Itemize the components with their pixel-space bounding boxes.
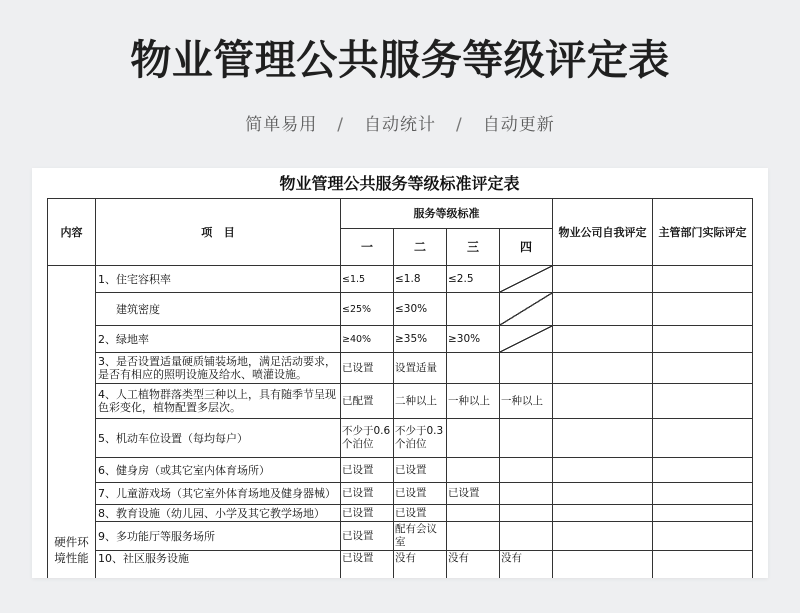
- self-evaluation-cell: [553, 551, 653, 579]
- header-level-1: 一: [341, 229, 394, 266]
- level-4-cell: 一种以上: [500, 384, 553, 419]
- header-service-standard: 服务等级标准: [341, 199, 553, 229]
- item-cell: 9、多功能厅等服务场所: [96, 522, 341, 551]
- level-4-cell: [500, 266, 553, 293]
- level-4-cell: [500, 483, 553, 505]
- feature-tags: [0, 112, 800, 138]
- item-cell: 7、儿童游戏场（其它室外体育场地及健身器械）: [96, 483, 341, 505]
- table-row: [48, 522, 753, 551]
- item-cell: 10、社区服务设施: [96, 551, 341, 579]
- page-title: 物业管理公共服务等级评定表: [130, 36, 670, 84]
- level-1-cell: ≤1.5: [341, 266, 394, 293]
- level-1-cell: 已设置: [341, 522, 394, 551]
- tag-separator: /: [456, 115, 463, 135]
- sheet-preview: [32, 168, 768, 578]
- level-2-cell: 不少于0.3个泊位: [394, 419, 447, 458]
- level-2-cell: ≤1.8: [394, 266, 447, 293]
- level-4-cell: 没有: [500, 551, 553, 579]
- header-level-2: 二: [394, 229, 447, 266]
- header-level-4: 四: [500, 229, 553, 266]
- table-row: [48, 458, 753, 483]
- level-2-cell: 设置适量: [394, 353, 447, 384]
- level-1-cell: 已配置: [341, 384, 394, 419]
- level-1-cell: 已设置: [341, 458, 394, 483]
- authority-evaluation-cell: [653, 458, 753, 483]
- level-2-cell: 已设置: [394, 458, 447, 483]
- level-1-cell: 已设置: [341, 483, 394, 505]
- item-cell: 5、机动车位设置（每均每户）: [96, 419, 341, 458]
- level-1-cell: ≥40%: [341, 326, 394, 353]
- header-authority-evaluation: 主管部门实际评定: [653, 199, 753, 266]
- header-item: 项 目: [96, 199, 341, 266]
- authority-evaluation-cell: [653, 384, 753, 419]
- self-evaluation-cell: [553, 353, 653, 384]
- header-row: [48, 199, 753, 229]
- authority-evaluation-cell: [653, 353, 753, 384]
- feature-tag: 自动统计: [364, 115, 436, 135]
- level-1-cell: 已设置: [341, 505, 394, 522]
- section-label: 硬件环境性能: [48, 266, 96, 579]
- header-level-3: 三: [447, 229, 500, 266]
- item-cell: 8、教育设施（幼儿园、小学及其它教学场地）: [96, 505, 341, 522]
- level-3-cell: [447, 522, 500, 551]
- rating-table: [47, 198, 753, 578]
- level-4-cell: [500, 353, 553, 384]
- level-4-cell: [500, 505, 553, 522]
- self-evaluation-cell: [553, 483, 653, 505]
- level-4-cell: [500, 326, 553, 353]
- item-cell: 2、绿地率: [96, 326, 341, 353]
- authority-evaluation-cell: [653, 293, 753, 326]
- self-evaluation-cell: [553, 293, 653, 326]
- level-1-cell: 不少于0.6个泊位: [341, 419, 394, 458]
- table-row: [48, 483, 753, 505]
- level-3-cell: ≥30%: [447, 326, 500, 353]
- level-1-cell: ≤25%: [341, 293, 394, 326]
- level-2-cell: 已设置: [394, 505, 447, 522]
- authority-evaluation-cell: [653, 522, 753, 551]
- level-3-cell: [447, 458, 500, 483]
- table-row: [48, 326, 753, 353]
- level-3-cell: [447, 505, 500, 522]
- level-3-cell: [447, 419, 500, 458]
- header-self-evaluation: 物业公司自我评定: [553, 199, 653, 266]
- self-evaluation-cell: [553, 522, 653, 551]
- authority-evaluation-cell: [653, 505, 753, 522]
- level-4-cell: [500, 522, 553, 551]
- level-1-cell: 已设置: [341, 551, 394, 579]
- authority-evaluation-cell: [653, 483, 753, 505]
- level-2-cell: 已设置: [394, 483, 447, 505]
- item-cell: 6、健身房（或其它室内体育场所）: [96, 458, 341, 483]
- authority-evaluation-cell: [653, 326, 753, 353]
- table-row: [48, 293, 753, 326]
- authority-evaluation-cell: [653, 551, 753, 579]
- item-cell: 3、是否设置适量硬质铺装场地，满足活动要求，是否有相应的照明设施及给水、喷灌设施。: [96, 353, 341, 384]
- table-row: [48, 419, 753, 458]
- authority-evaluation-cell: [653, 419, 753, 458]
- level-3-cell: 已设置: [447, 483, 500, 505]
- level-2-cell: 二种以上: [394, 384, 447, 419]
- level-2-cell: 没有: [394, 551, 447, 579]
- table-row: [48, 266, 753, 293]
- self-evaluation-cell: [553, 266, 653, 293]
- level-3-cell: 一种以上: [447, 384, 500, 419]
- item-cell: 1、住宅容积率: [96, 266, 341, 293]
- self-evaluation-cell: [553, 326, 653, 353]
- feature-tag: 自动更新: [482, 115, 555, 135]
- table-row: [48, 384, 753, 419]
- tag-separator: /: [337, 115, 344, 135]
- table-row: [48, 353, 753, 384]
- self-evaluation-cell: [553, 458, 653, 483]
- level-2-cell: ≥35%: [394, 326, 447, 353]
- self-evaluation-cell: [553, 384, 653, 419]
- level-3-cell: 没有: [447, 551, 500, 579]
- not-applicable-slash: [500, 293, 552, 325]
- authority-evaluation-cell: [653, 266, 753, 293]
- self-evaluation-cell: [553, 419, 653, 458]
- item-cell: 4、人工植物群落类型三种以上，具有随季节呈现色彩变化，植物配置多层次。: [96, 384, 341, 419]
- level-3-cell: ≤2.5: [447, 266, 500, 293]
- level-4-cell: [500, 458, 553, 483]
- level-4-cell: [500, 419, 553, 458]
- not-applicable-slash: [500, 326, 552, 352]
- level-2-cell: 配有会议室: [394, 522, 447, 551]
- level-3-cell: [447, 293, 500, 326]
- level-2-cell: ≤30%: [394, 293, 447, 326]
- table-row: [48, 551, 753, 579]
- item-cell: 建筑密度: [96, 293, 341, 326]
- self-evaluation-cell: [553, 505, 653, 522]
- level-3-cell: [447, 353, 500, 384]
- header-content: 内容: [48, 199, 96, 266]
- level-1-cell: 已设置: [341, 353, 394, 384]
- not-applicable-slash: [500, 266, 552, 292]
- feature-tag: 简单易用: [245, 115, 318, 135]
- level-4-cell: [500, 293, 553, 326]
- sheet-title: 物业管理公共服务等级标准评定表: [279, 174, 520, 193]
- table-row: [48, 505, 753, 522]
